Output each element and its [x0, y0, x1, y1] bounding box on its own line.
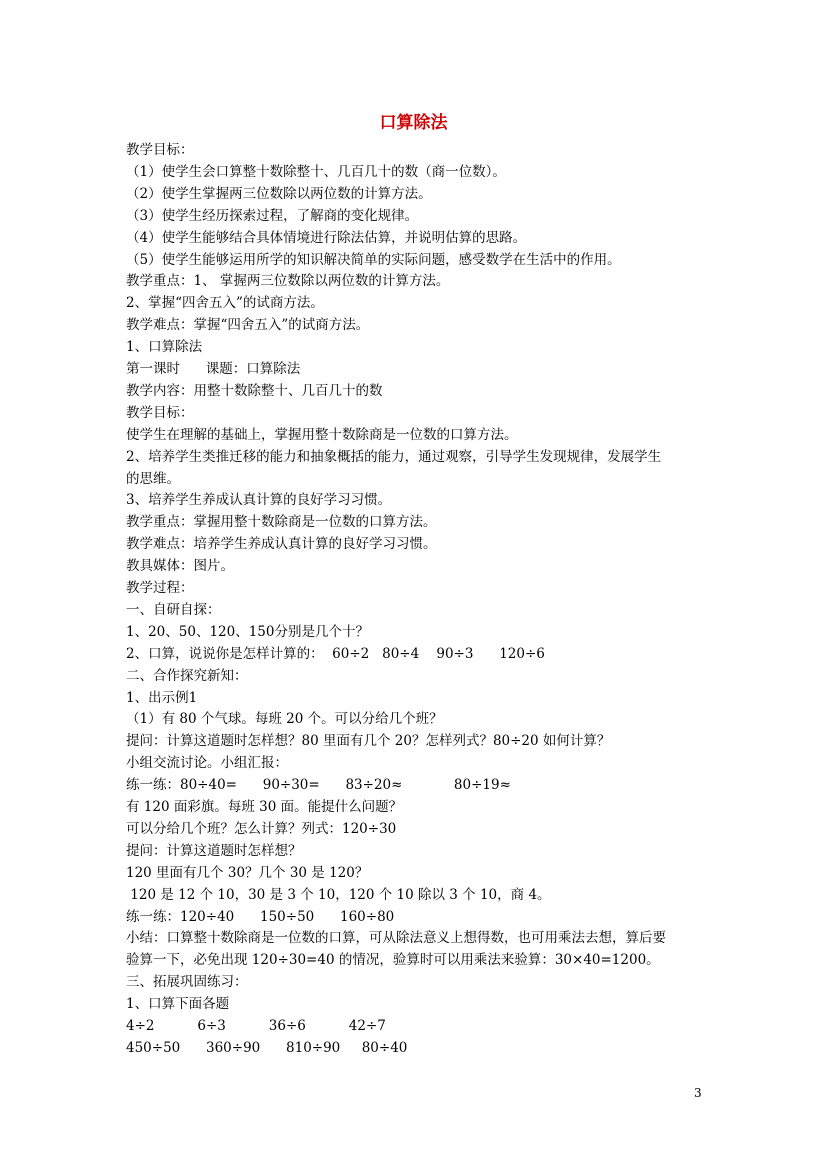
text-line: （2）使学生掌握两三位数除以两位数的计算方法。 [126, 185, 432, 202]
text-line: 练一练：120÷40 150÷50 160÷80 [126, 908, 395, 925]
text-line: 使学生在理解的基础上，掌握用整十数除商是一位数的口算方法。 [126, 426, 518, 443]
text-line: 可以分给几个班？怎么计算？列式：120÷30 [126, 820, 397, 837]
text-line: （1）有 80 个气球。每班 20 个。可以分给几个班？ [126, 711, 443, 728]
text-line: 120 是 12 个 10，30 是 3 个 10，120 个 10 除以 3 个 10，商 4。 [126, 886, 551, 903]
text-line: 1、口算下面各题 [126, 996, 230, 1013]
text-line: 教学目标： [126, 142, 194, 158]
text-line: （1）使学生会口算整十数除整十、几百几十的数（商一位数）。 [126, 163, 506, 180]
text-line: 教学难点：掌握“四舍五入”的试商方法。 [126, 317, 370, 334]
text-line: 练一练：80÷40= 90÷30= 83÷20≈ 80÷19≈ [126, 777, 511, 794]
text-line: 120 里面有几个 30？几个 30 是 120？ [126, 864, 369, 881]
text-line: 教学过程： [126, 580, 194, 596]
page-title: 口算除法 [379, 113, 448, 133]
text-line: 的思维。 [126, 470, 180, 487]
text-line: 教学难点：培养学生养成认真计算的良好学习习惯。 [126, 536, 437, 553]
text-line: 2、掌握“四舍五入”的试商方法。 [126, 295, 324, 312]
text-line: 提问：计算这道题时怎样想？ [126, 842, 302, 859]
text-line: 三、拓展巩固练习： [126, 974, 248, 991]
text-line: 教学目标： [126, 404, 194, 421]
text-line: 4÷2 6÷3 36÷6 42÷7 [126, 1018, 386, 1034]
text-line: 小组交流讨论。小组汇报： [126, 755, 288, 772]
text-line: 1、20、50、120、150分别是几个十？ [126, 623, 369, 640]
text-line: 教学重点：掌握用整十数除商是一位数的口算方法。 [126, 514, 437, 531]
page-number: 3 [694, 1086, 702, 1100]
text-line: 3、培养学生养成认真计算的良好学习习惯。 [126, 492, 392, 509]
text-line: （5）使学生能够运用所学的知识解决简单的实际问题，感受数学在生活中的作用。 [126, 251, 621, 268]
text-line: 提问：计算这道题时怎样想？80 里面有几个 20？怎样列式？80÷20 如何计算？ [126, 733, 611, 750]
text-line: 教具媒体：图片。 [126, 558, 234, 575]
text-line: 2、口算，说说你是怎样计算的： 60÷2 80÷4 90÷3 120÷6 [126, 645, 545, 662]
text-line: 教学内容：用整十数除整十、几百几十的数 [126, 382, 383, 399]
text-line: 1、出示例1 [126, 689, 198, 706]
text-line: 二、合作探究新知： [126, 667, 248, 684]
text-line: 450÷50 360÷90 810÷90 80÷40 [126, 1039, 408, 1056]
text-line: 2、培养学生类推迁移的能力和抽象概括的能力，通过观察，引导学生发现规律，发展学生 [126, 448, 662, 465]
text-line: 1、口算除法 [126, 339, 203, 356]
text-line: （4）使学生能够结合具体情境进行除法估算，并说明估算的思路。 [126, 229, 527, 246]
text-line: 一、自研自探： [126, 601, 221, 618]
text-line: 有 120 面彩旗。每班 30 面。能提什么问题？ [126, 799, 403, 815]
text-line: 教学重点：1、 掌握两三位数除以两位数的计算方法。 [126, 273, 450, 290]
text-line: 验算一下，必免出现 120÷30=40 的情况，验算时可以用乘法来验算：30×40=1200。 [126, 952, 660, 969]
text-line: 小结：口算整十数除商是一位数的口算，可从除法意义上想得数，也可用乘法去想，算后要 [126, 930, 666, 947]
text-line: 第一课时 课题：口算除法 [126, 361, 301, 377]
text-line: （3）使学生经历探索过程，了解商的变化规律。 [126, 207, 419, 224]
